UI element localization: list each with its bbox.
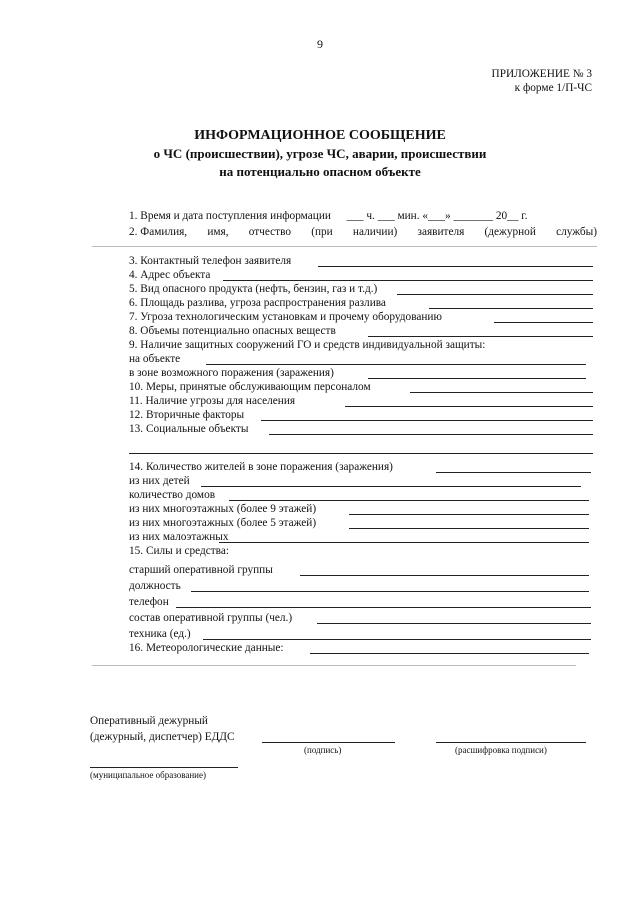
field-14-houses-label: количество домов	[129, 489, 216, 501]
field-11-entry-line[interactable]	[345, 406, 593, 407]
field-12-label: 12. Вторичные факторы	[129, 409, 245, 421]
signature-title-line-1: Оперативный дежурный	[90, 715, 208, 727]
page-number: 9	[317, 37, 323, 51]
field-8-label: 8. Объемы потенциально опасных веществ	[129, 325, 336, 337]
field-6-label: 6. Площадь разлива, угроза распространения разлива	[129, 297, 386, 309]
field-16-entry-line[interactable]	[310, 653, 589, 654]
field-1-hours-blank[interactable]: ___	[346, 210, 364, 222]
appendix-form-reference: к форме 1/П-ЧС	[514, 82, 592, 94]
document-subtitle-line-1: о ЧС (происшествии), угрозе ЧС, аварии, происшествии	[153, 146, 487, 161]
field-10-label: 10. Меры, принятые обслуживающим персоналом	[129, 381, 371, 393]
field-15-group-size-entry-line[interactable]	[317, 623, 591, 624]
field-5-entry-line[interactable]	[397, 294, 593, 295]
field-3-label: 3. Контактный телефон заявителя	[129, 255, 292, 267]
field-2-entry-line[interactable]	[92, 246, 597, 247]
field-15-equipment-entry-line[interactable]	[203, 639, 591, 640]
field-15-position-entry-line[interactable]	[191, 591, 589, 592]
field-9-on-site-label: на объекте	[129, 353, 181, 365]
signature-entry-line[interactable]	[262, 742, 395, 743]
field-15-group-leader-label: старший оперативной группы	[129, 564, 273, 576]
field-12-entry-line[interactable]	[261, 420, 593, 421]
field-7-label: 7. Угроза технологическим установкам и прочему оборудованию	[129, 311, 442, 323]
field-14-low-rise-label: из них малоэтажных	[129, 531, 229, 543]
field-9-on-site-entry-line[interactable]	[206, 364, 586, 365]
field-9-label: 9. Наличие защитных сооружений ГО и средств индивидуальной защиты:	[129, 339, 486, 351]
document-title: ИНФОРМАЦИОННОЕ СООБЩЕНИЕ	[194, 128, 446, 143]
document-subtitle-line-2: на потенциально опасном объекте	[219, 164, 421, 179]
field-13-label: 13. Социальные объекты	[129, 423, 249, 435]
field-14-houses-entry-line[interactable]	[229, 500, 589, 501]
field-1-minutes-blank[interactable]: ___	[377, 210, 395, 222]
signature-decoding-caption: (расшифровка подписи)	[455, 745, 547, 755]
field-15-group-leader-entry-line[interactable]	[300, 575, 589, 576]
field-8-entry-line[interactable]	[368, 336, 593, 337]
field-16-continuation-line[interactable]	[92, 665, 576, 666]
field-15-label: 15. Силы и средства:	[129, 545, 230, 557]
field-16-label: 16. Метеорологические данные:	[129, 642, 284, 654]
field-14-over-9-floors-label: из них многоэтажных (более 9 этажей)	[129, 503, 317, 515]
field-3-entry-line[interactable]	[318, 266, 593, 267]
field-1-month-blank[interactable]: _______	[453, 210, 493, 222]
field-4-entry-line[interactable]	[223, 280, 593, 281]
field-14-children-label: из них детей	[129, 475, 190, 487]
municipality-entry-line[interactable]	[90, 767, 238, 768]
field-15-phone-entry-line[interactable]	[176, 607, 591, 608]
field-14-over-5-floors-entry-line[interactable]	[349, 528, 589, 529]
field-9-danger-zone-entry-line[interactable]	[368, 378, 586, 379]
field-14-entry-line[interactable]	[436, 472, 591, 473]
field-15-phone-label: телефон	[129, 596, 169, 608]
field-14-over-5-floors-label: из них многоэтажных (более 5 этажей)	[129, 517, 317, 529]
field-13-entry-line[interactable]	[269, 434, 593, 435]
field-15-group-size-label: состав оперативной группы (чел.)	[129, 612, 293, 624]
field-14-low-rise-entry-line[interactable]	[219, 542, 589, 543]
field-7-entry-line[interactable]	[494, 322, 593, 323]
field-1-label: 1. Время и дата поступления информации ___ ч. ___ мин. «___» _______ 20__ г.	[129, 210, 528, 222]
signature-decoding-entry-line[interactable]	[436, 742, 586, 743]
signature-title-line-2: (дежурный, диспетчер) ЕДДС	[90, 731, 235, 743]
field-9-danger-zone-label: в зоне возможного поражения (заражения)	[129, 367, 334, 379]
field-13-continuation-line[interactable]	[129, 453, 593, 454]
field-6-entry-line[interactable]	[429, 308, 593, 309]
appendix-number: ПРИЛОЖЕНИЕ № 3	[491, 68, 592, 80]
field-15-position-label: должность	[129, 580, 181, 592]
field-4-label: 4. Адрес объекта	[129, 269, 211, 281]
field-14-children-entry-line[interactable]	[201, 486, 581, 487]
field-5-label: 5. Вид опасного продукта (нефть, бензин, газ и т.д.)	[129, 283, 378, 295]
municipality-caption: (муниципальное образование)	[90, 770, 206, 780]
field-15-equipment-label: техника (ед.)	[129, 628, 191, 640]
field-14-over-9-floors-entry-line[interactable]	[349, 514, 589, 515]
field-11-label: 11. Наличие угрозы для населения	[129, 395, 296, 407]
field-2-label: 2. Фамилия, имя, отчество (при наличии) заявителя (дежурной службы)	[129, 226, 597, 238]
field-10-entry-line[interactable]	[410, 392, 593, 393]
signature-caption: (подпись)	[304, 745, 342, 755]
field-14-label: 14. Количество жителей в зоне поражения (заражения)	[129, 461, 393, 473]
